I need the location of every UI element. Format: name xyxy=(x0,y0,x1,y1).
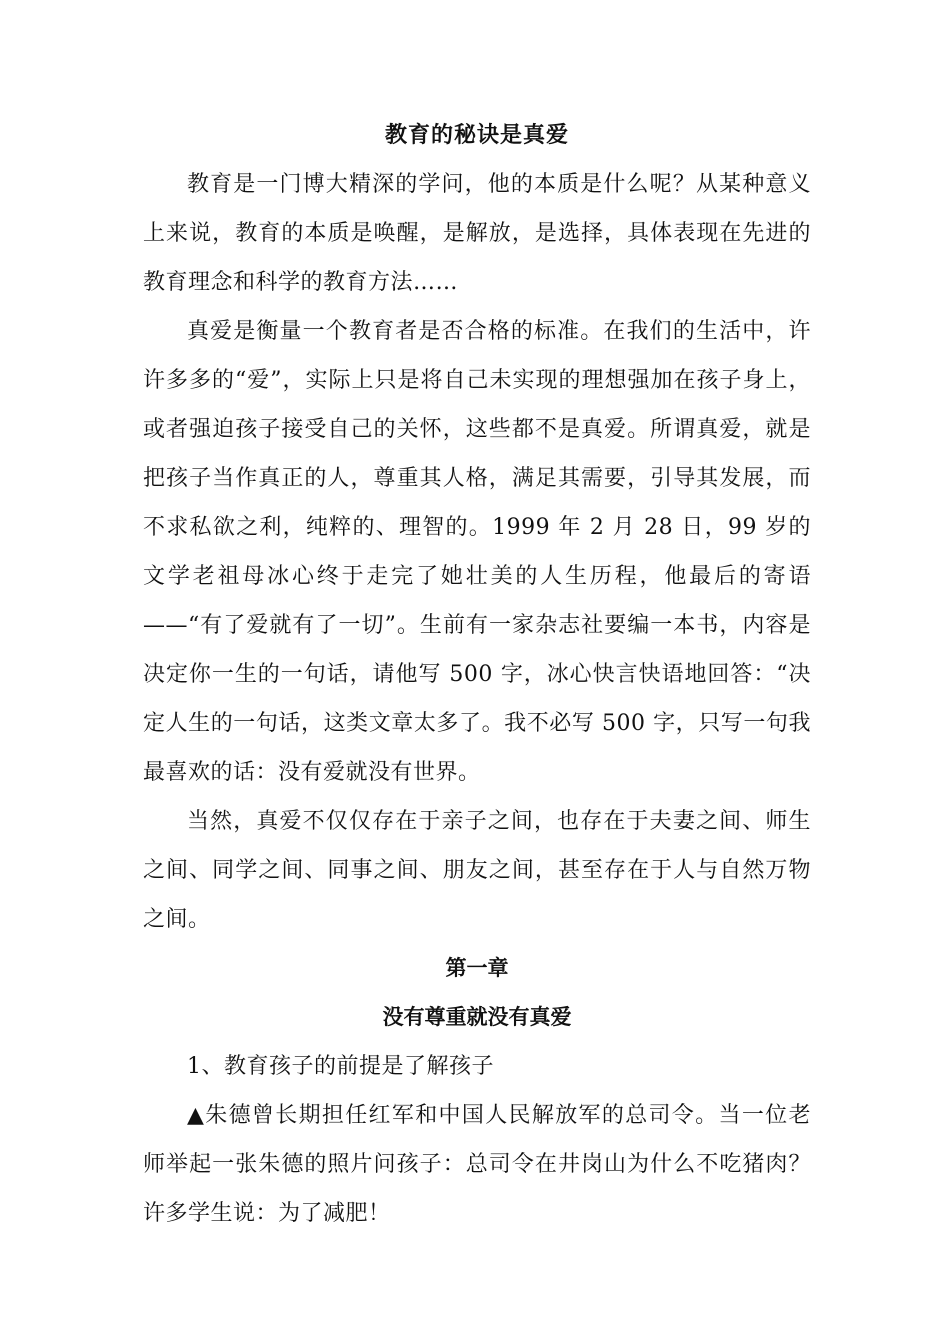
chapter-number: 第一章 xyxy=(445,956,509,980)
chapter-title: 没有尊重就没有真爱 xyxy=(382,1005,572,1029)
paragraph-intro: 教育是一门博大精深的学问，他的本质是什么呢？从某种意义上来说，教育的本质是唤醒，是解放，是选择，具体表现在先进的教育理念和科学的教育方法…… xyxy=(143,172,811,295)
paragraph-true-love: 真爱是衡量一个教育者是否合格的标准。在我们的生活中，许许多多的“爱”，实际上只是将自己未实现的理想强加在孩子身上，或者强迫孩子接受自己的关怀，这些都不是真爱。所谓真爱，就是把孩子当作真正的人，尊重其人格，满足其需要，引导其发展，而不求私欲之利，纯粹的、理智的。1999 年 2 月 28 日，99 岁的文学老祖母冰心终于走完了她壮美的人生历程，他最后的寄语——“有了爱就有了一切”。生前有一家杂志社要编一本书，内容是决定你一生的一句话，请他写 500 字，冰心快言快语地回答：“决定人生的一句话，这类文章太多了。我不必写 500 字，只写一句我最喜欢的话：没有爱就没有世界。 xyxy=(143,319,811,785)
paragraph-zhu-de: ▲朱德曾长期担任红军和中国人民解放军的总司令。当一位老师举起一张朱德的照片问孩子：总司令在井岗山为什么不吃猪肉？许多学生说：为了减肥！ xyxy=(143,1103,811,1226)
document-title: 教育的秘诀是真爱 xyxy=(384,123,569,148)
document-body xyxy=(143,112,811,1238)
section-heading: 1、教育孩子的前提是了解孩子 xyxy=(187,1054,494,1079)
paragraph-relationships: 当然，真爱不仅仅存在于亲子之间，也存在于夫妻之间、师生之间、同学之间、同事之间、朋友之间，甚至存在于人与自然万物之间。 xyxy=(143,809,811,932)
